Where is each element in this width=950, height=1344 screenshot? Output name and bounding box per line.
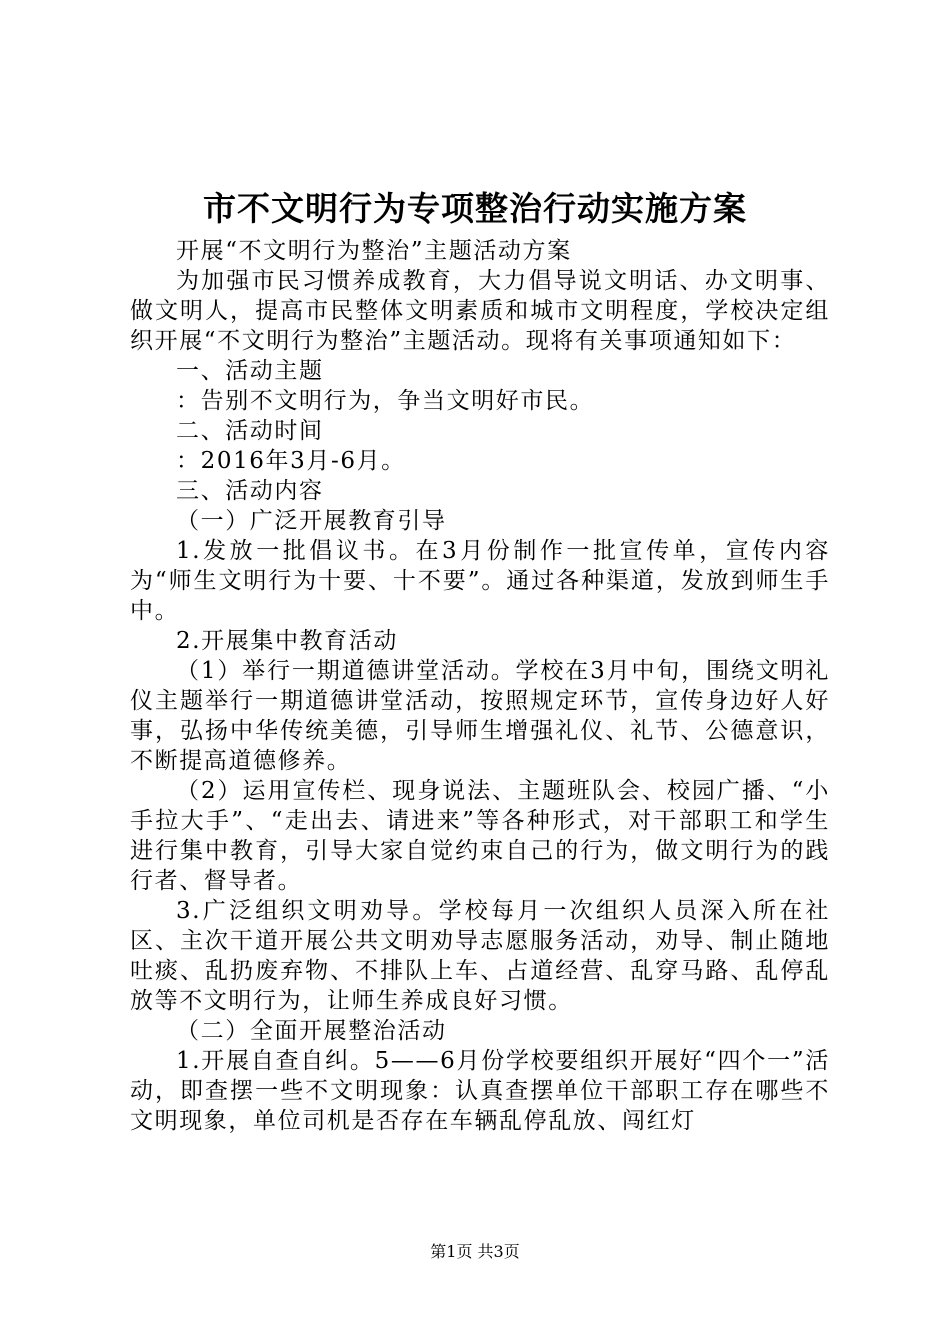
- document-title: 市不文明行为专项整治行动实施方案: [203, 189, 747, 228]
- document-body: [130, 236, 830, 1136]
- paragraph: ：2016年3月-6月。: [176, 448, 406, 474]
- paragraph: 2.开展集中教育活动: [176, 628, 398, 654]
- paragraph: 为加强市民习惯养成教育，大力倡导说文明话、办文明事、做文明人，提高市民整体文明素质和城市文明程度，学校决定组织开展“不文明行为整治”主题活动。现将有关事项通知如下：: [130, 268, 830, 354]
- section-heading: 二、活动时间: [176, 418, 324, 444]
- paragraph: 3.广泛组织文明劝导。学校每月一次组织人员深入所在社区、主次干道开展公共文明劝导志愿服务活动，劝导、制止随地吐痰、乱扔废弃物、不排队上车、占道经营、乱穿马路、乱停乱放等不文明行为，让师生养成良好习惯。: [130, 898, 830, 1014]
- paragraph: （2）运用宣传栏、现身说法、主题班队会、校园广播、“小手拉大手”、“走出去、请进来”等各种形式，对干部职工和学生进行集中教育，引导大家自觉约束自己的行为，做文明行为的践行者、督导者。: [130, 778, 830, 894]
- subsection-heading: （一）广泛开展教育引导: [176, 508, 447, 534]
- paragraph: 开展“不文明行为整治”主题活动方案: [176, 238, 572, 264]
- paragraph: ：告别不文明行为，争当文明好市民。: [176, 388, 595, 414]
- paragraph: （1）举行一期道德讲堂活动。学校在3月中旬，围绕文明礼仪主题举行一期道德讲堂活动，按照规定环节，宣传身边好人好事，弘扬中华传统美德，引导师生增强礼仪、礼节、公德意识，不断提高道德修养。: [130, 658, 830, 774]
- paragraph: 1.发放一批倡议书。在3月份制作一批宣传单，宣传内容为“师生文明行为十要、十不要”。通过各种渠道，发放到师生手中。: [130, 538, 830, 624]
- subsection-heading: （二）全面开展整治活动: [176, 1018, 447, 1044]
- paragraph: 1.开展自查自纠。5——6月份学校要组织开展好“四个一”活动，即查摆一些不文明现象：认真查摆单位干部职工存在哪些不文明现象，单位司机是否存在车辆乱停乱放、闯红灯: [130, 1048, 830, 1134]
- section-heading: 三、活动内容: [176, 478, 324, 504]
- section-heading: 一、活动主题: [176, 358, 324, 384]
- page-footer: 第1页 共3页: [430, 1242, 520, 1261]
